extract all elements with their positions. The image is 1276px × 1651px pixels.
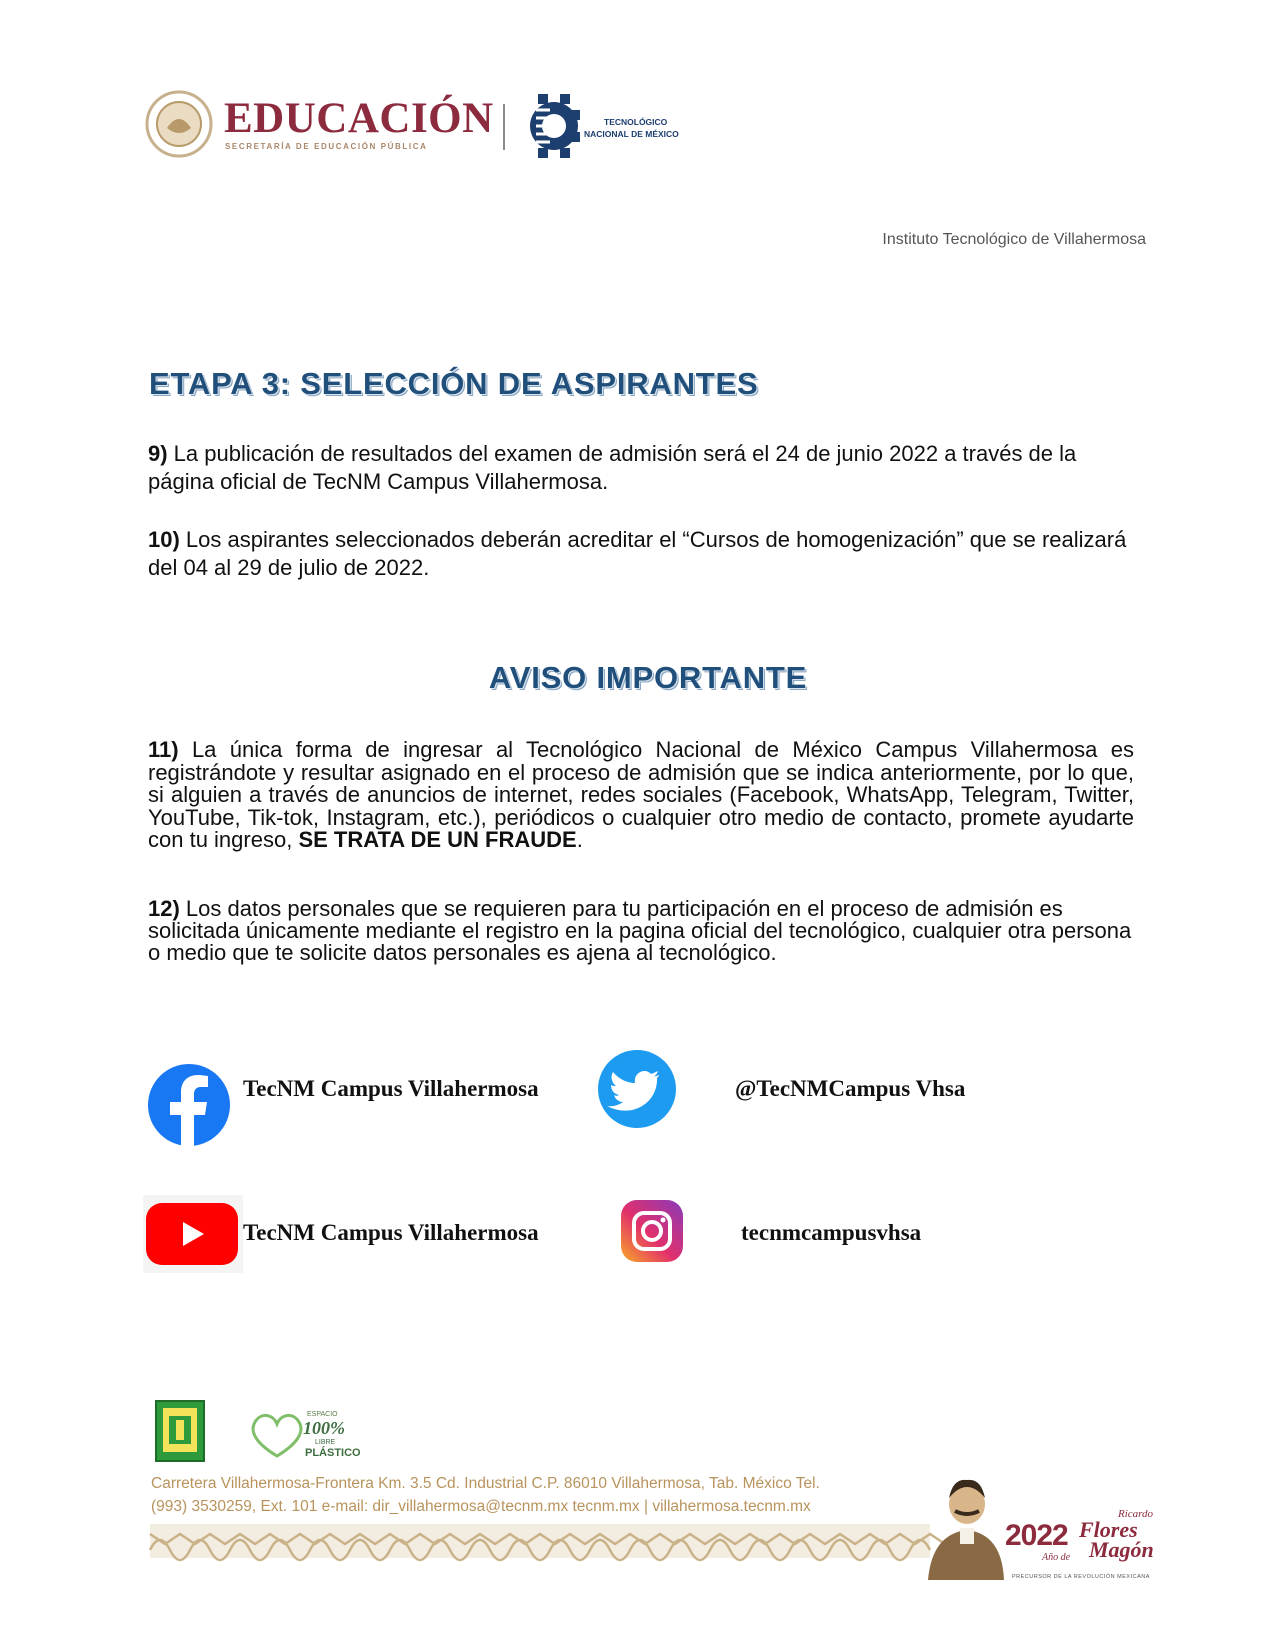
education-logo-text: EDUCACIÓN — [224, 95, 494, 142]
badge-word-plastico: PLÁSTICO — [305, 1447, 361, 1459]
badge-anode: Año de — [1042, 1552, 1071, 1563]
institute-name: Instituto Tecnológico de Villahermosa — [882, 231, 1146, 248]
item-number: 9) — [148, 441, 168, 466]
item-number: 10) — [148, 527, 180, 552]
tecnm-logo-line1: TECNOLÓGICO — [604, 117, 668, 127]
badge-year: 2022 — [1005, 1519, 1068, 1552]
footer-address-line1: Carretera Villahermosa-Frontera Km. 3.5 Cd. Industrial C.P. 86010 Villahermosa, Tab. México Tel. — [151, 1475, 820, 1492]
badge-word-libre: LIBRE — [315, 1439, 336, 1446]
badge-name — [1079, 1517, 1154, 1562]
item-12 — [148, 898, 1134, 964]
instagram-handle[interactable]: tecnmcampusvhsa — [741, 1220, 922, 1245]
section-title-etapa3: ETAPA 3: SELECCIÓN DE ASPIRANTES — [149, 366, 759, 401]
badge-word-100: 100% — [303, 1418, 345, 1438]
tecnm-logo-text — [584, 116, 679, 140]
logo-divider — [503, 104, 505, 150]
footer-address-line2: (993) 3530259, Ext. 101 e-mail: dir_villahermosa@tecnm.mx tecnm.mx | villahermosa.tecnm.mx — [151, 1498, 811, 1515]
badge-magon: Magón — [1089, 1537, 1154, 1562]
item-number: 12) — [148, 896, 180, 921]
sep-logo-subtext: SECRETARÍA DE EDUCACIÓN PÚBLICA — [225, 142, 428, 151]
badge-precursor: PRECURSOR DE LA REVOLUCIÓN MEXICANA — [1012, 1574, 1150, 1580]
twitter-handle[interactable]: @TecNMCampus Vhsa — [735, 1076, 966, 1101]
item-text: Los datos personales que se requieren para tu participación en el proceso de admisión es solicitada únicamente mediante el registro en la pagina oficial del tecnológico, cualquier otra persona o medio que te solicite datos personales es ajena al tecnológico. — [148, 896, 1132, 965]
item-text: La única forma de ingresar al Tecnológico Nacional de México Campus Villahermosa es registrándote y resultar asignado en el proceso de admisión que se indica anteriormente, por lo que, si alguien a través de anuncios de internet, redes sociales (Facebook, WhatsApp, Telegram, Twitter, YouTube, Tik-tok, Instagram, etc.), periódicos o cualquier otro medio de contacto, promete ayudarte con tu ingreso, — [148, 737, 1134, 852]
item-end: . — [576, 827, 583, 852]
item-number: 11) — [148, 737, 179, 762]
tecnm-logo-line2: NACIONAL DE MÉXICO — [584, 129, 679, 139]
fraud-warning: SE TRATA DE UN FRAUDE — [298, 827, 577, 852]
item-9 — [148, 440, 1134, 496]
item-text: La publicación de resultados del examen de admisión será el 24 de junio 2022 a través de la página oficial de TecNM Campus Villahermosa. — [148, 441, 1077, 494]
badge-ricardo: Ricardo — [1118, 1508, 1154, 1520]
item-11 — [148, 739, 1134, 852]
badge-flores: Flores — [1079, 1517, 1138, 1542]
item-text: Los aspirantes seleccionados deberán acreditar el “Cursos de homogenización” que se realizará del 04 al 29 de julio de 2022. — [148, 527, 1127, 580]
item-10 — [148, 526, 1134, 582]
section-title-aviso: AVISO IMPORTANTE — [488, 660, 808, 695]
youtube-channel[interactable]: TecNM Campus Villahermosa — [243, 1220, 539, 1245]
badge-word-espacio: ESPACIO — [307, 1411, 338, 1418]
facebook-handle[interactable]: TecNM Campus Villahermosa — [243, 1076, 539, 1101]
